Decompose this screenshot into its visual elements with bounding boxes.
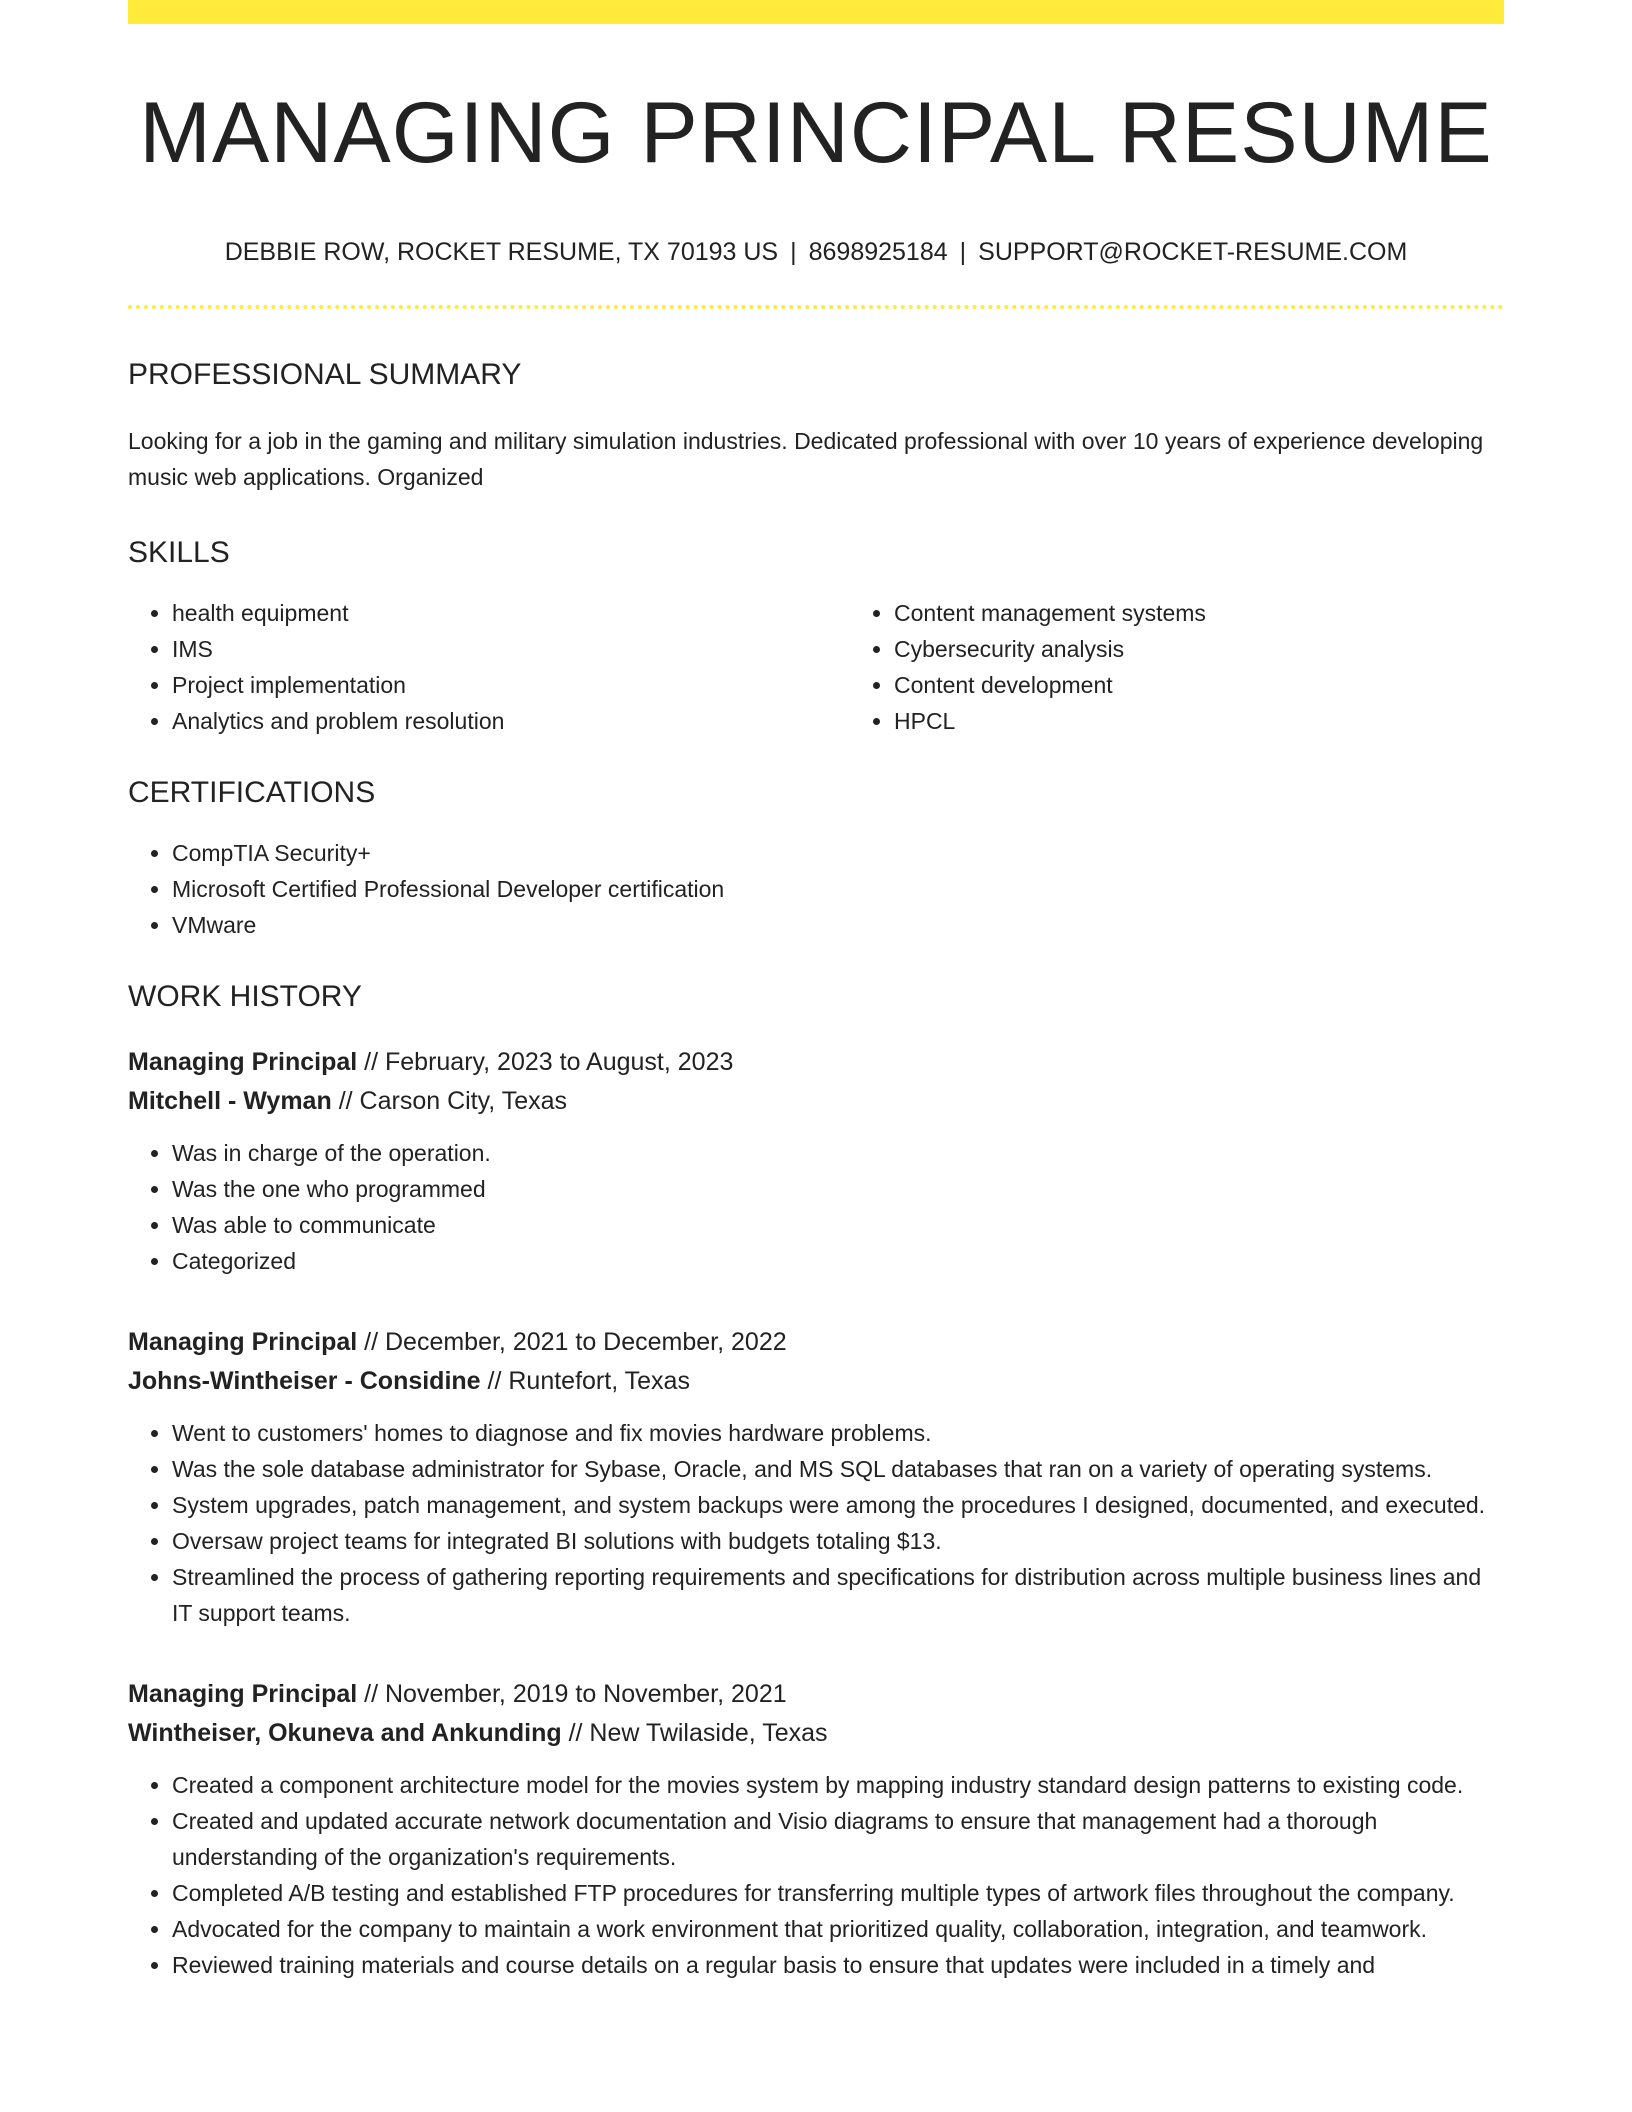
job-bullet: • Created a component architecture model for the movies system by mapping industry standard design patterns to existing code. — [172, 1767, 1504, 1803]
job-company: Wintheiser, Okuneva and Ankunding — [128, 1718, 562, 1747]
job-bullet: • Completed A/B testing and established FTP procedures for transferring multiple types of artwork files throughout the company. — [172, 1875, 1504, 1911]
job-bullet: • Went to customers' homes to diagnose and fix movies hardware problems. — [172, 1415, 1504, 1451]
job-location: // New Twilaside, Texas — [561, 1718, 828, 1747]
resume-page — [128, 0, 1504, 1983]
job-dates: // December, 2021 to December, 2022 — [357, 1327, 787, 1356]
job-company-line — [128, 1714, 1504, 1753]
job-bullet: • Streamlined the process of gathering reporting requirements and specifications for distribution across multiple business lines and IT support teams. — [172, 1559, 1504, 1631]
skills-list-right — [850, 595, 1572, 739]
job-bullet: • System upgrades, patch management, and system backups were among the procedures I designed, documented, and executed. — [172, 1487, 1504, 1523]
job-title: Managing Principal — [128, 1679, 358, 1708]
work-history-heading: WORK HISTORY — [128, 979, 362, 1013]
certification-item: • Microsoft Certified Professional Developer certification — [172, 871, 1504, 907]
job-company-line — [128, 1082, 1504, 1121]
summary-heading: PROFESSIONAL SUMMARY — [128, 357, 522, 391]
certifications-heading: CERTIFICATIONS — [128, 775, 376, 809]
job-location: // Carson City, Texas — [331, 1086, 568, 1115]
job-bullets — [128, 1135, 1504, 1279]
job-bullets — [128, 1415, 1504, 1631]
certifications-section — [128, 775, 1504, 943]
job-dates: // February, 2023 to August, 2023 — [357, 1047, 734, 1076]
skill-item: • Project implementation — [172, 667, 850, 703]
job-title: Managing Principal — [128, 1047, 358, 1076]
job-bullet: • Was in charge of the operation. — [172, 1135, 1504, 1171]
skills-section — [128, 535, 1504, 739]
contact-separator: | — [790, 237, 797, 266]
job-bullets — [128, 1767, 1504, 1983]
certification-item: • VMware — [172, 907, 1504, 943]
job-dates: // November, 2019 to November, 2021 — [357, 1679, 787, 1708]
job-entry — [128, 1043, 1504, 1279]
contact-separator: | — [959, 237, 967, 266]
certification-item: • CompTIA Security+ — [172, 835, 1504, 871]
skills-grid — [128, 595, 1504, 739]
job-bullet: • Advocated for the company to maintain a work environment that prioritized quality, collaboration, integration, and teamwork. — [172, 1911, 1504, 1947]
job-bullet: • Was the one who programmed — [172, 1171, 1504, 1207]
job-title-line — [128, 1323, 1504, 1362]
job-entry — [128, 1323, 1504, 1631]
job-bullet: • Created and updated accurate network documentation and Visio diagrams to ensure that management had a thorough understanding of the organization's requirements. — [172, 1803, 1504, 1875]
dotted-divider — [128, 305, 1504, 309]
job-company: Johns-Wintheiser - Considine — [128, 1366, 481, 1395]
skill-item: • Content management systems — [894, 595, 1572, 631]
skills-list-left — [128, 595, 850, 739]
skill-item: • IMS — [172, 631, 850, 667]
skills-heading: SKILLS — [128, 535, 230, 569]
job-location: // Runtefort, Texas — [480, 1366, 690, 1395]
accent-top-bar — [128, 0, 1504, 24]
job-bullet: • Reviewed training materials and course details on a regular basis to ensure that updates were included in a timely and — [172, 1947, 1504, 1983]
job-bullet: • Oversaw project teams for integrated BI solutions with budgets totaling $13. — [172, 1523, 1504, 1559]
skill-item: • Cybersecurity analysis — [894, 631, 1572, 667]
job-title: Managing Principal — [128, 1327, 358, 1356]
job-company-line — [128, 1362, 1504, 1401]
skill-item: • Content development — [894, 667, 1572, 703]
skill-item: • HPCL — [894, 703, 1572, 739]
summary-section — [128, 357, 1504, 495]
job-entry — [128, 1675, 1504, 1983]
skill-item: • Analytics and problem resolution — [172, 703, 850, 739]
contact-line — [128, 237, 1504, 267]
job-bullet: • Was the sole database administrator for Sybase, Oracle, and MS SQL databases that ran on a variety of operating systems. — [172, 1451, 1504, 1487]
job-title-line — [128, 1675, 1504, 1714]
skill-item: • health equipment — [172, 595, 850, 631]
work-history-section — [128, 979, 1504, 1983]
certifications-list — [128, 835, 1504, 943]
job-bullet: • Categorized — [172, 1243, 1504, 1279]
resume-title: MANAGING PRINCIPAL RESUME — [139, 85, 1493, 181]
contact-address: DEBBIE ROW, ROCKET RESUME, TX 70193 US — [224, 237, 779, 266]
job-title-line — [128, 1043, 1504, 1082]
job-bullet: • Was able to communicate — [172, 1207, 1504, 1243]
job-company: Mitchell - Wyman — [128, 1086, 332, 1115]
summary-text: Looking for a job in the gaming and military simulation industries. Dedicated professional with over 10 years of experience developing music web applications. Organized — [128, 427, 1484, 490]
contact-phone: 8698925184 — [808, 237, 948, 266]
contact-email: SUPPORT@ROCKET-RESUME.COM — [978, 237, 1408, 266]
